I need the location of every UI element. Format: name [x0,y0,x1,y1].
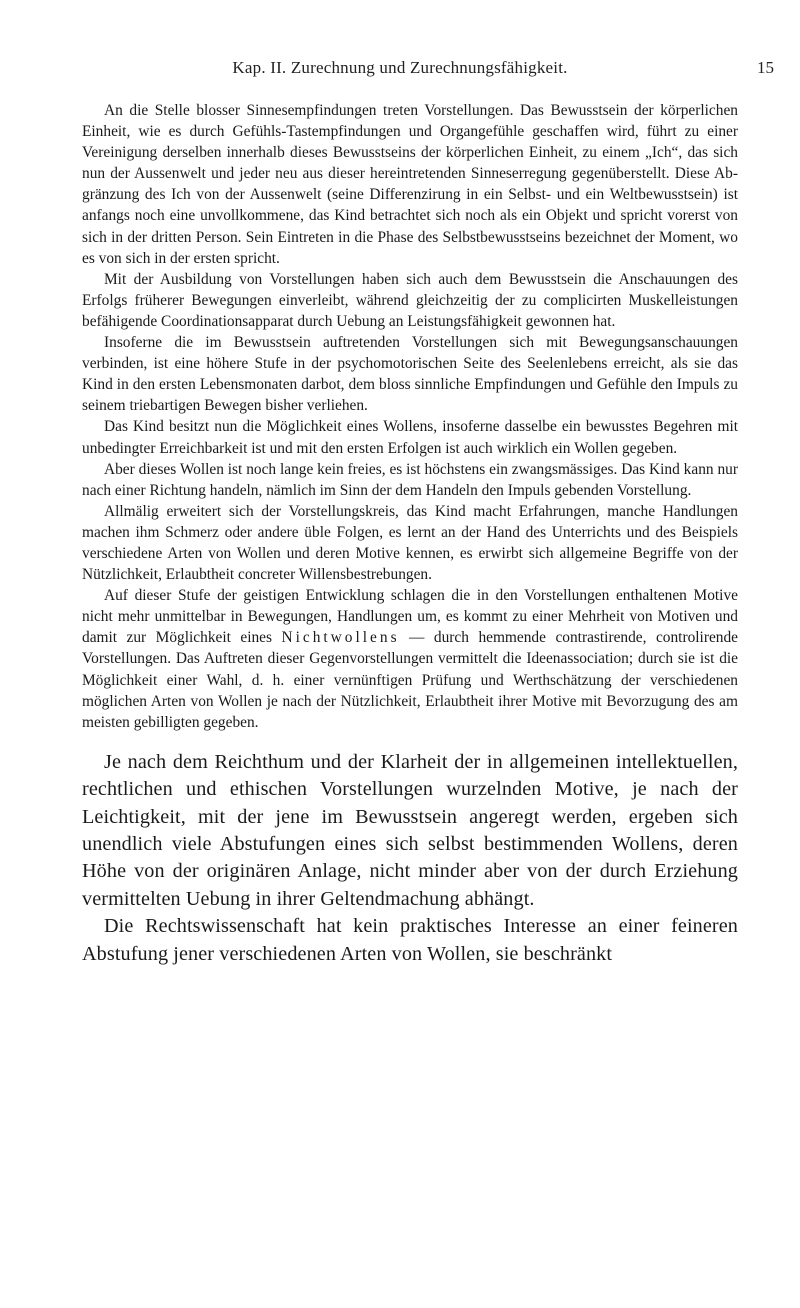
paragraph: Das Kind besitzt nun die Möglichkeit eines Wollens, insoferne dasselbe ein bewusstes Begehren mit unbedingter Erreichbarkeit ist und mit den ersten Erfolgen ist auch wirklich ein Wollen gegeben. [82,418,738,457]
paragraph: Aber dieses Wollen ist noch lange kein freies, es ist höchstens ein zwangsmässiges. Das Kind kann nur nach einer Richtung handeln, nämlich im Sinn der dem Handeln den Impuls gebenden Vorstellung. [82,460,738,499]
emphasized-word: Nichtwollens [281,629,400,647]
paragraph: Je nach dem Reichthum und der Klarheit der in allgemeinen intellektuellen, rechtlichen und ethischen Vorstellungen wurzelnden Motive, je nach der Leichtigkeit, mit der jene im Bewusstsein angeregt werden, ergeben sich unendlich viele Abstufungen eines sich selbst bestimmenden Wollens, deren Höhe von der originären Anlage, nicht minder aber von der durch Erziehung vermittelten Uebung in ihrer Geltendmachung abhängt. [82,750,738,910]
paragraph: Mit der Ausbildung von Vorstellungen haben sich auch dem Bewusstsein die Anschauungen des Erfolgs früherer Bewegungen einverleibt, während gleichzeitig der zu complicirten Muskelleistungen befähigende Coordinationsapparat durch Uebung an Leistungsfähigkeit gewonnen hat. [82,270,738,330]
running-head [0,58,800,82]
text-run: — durch hemmende contrastirende, controlirende Vorstellungen. Das Auftreten dieser Gegenvorstellungen vermittelt die Ideenassociation; durch sie ist die Möglichkeit einer Wahl, d. h. einer vernünftigen Prüfung und Werthschätzung der verschiedenen möglichen Arten von Wollen je nach der Nützlichkeit, Erlaubtheit ihrer Motive mit Bevorzugung des am meisten gebilligten gegeben. [82,629,738,731]
paragraph: Allmälig erweitert sich der Vorstellungskreis, das Kind macht Erfahrungen, manche Handlungen machen ihm Schmerz oder andere üble Folgen, es lernt an der Hand des Unterrichts und des Beispiels verschiedene Arten von Wollen und deren Motive kennen, es erwirbt sich allgemeine Begriffe von der Nützlichkeit, Erlaubtheit concreter Willensbestrebungen. [82,502,738,584]
paragraph: Die Rechtswissenschaft hat kein praktisches Interesse an einer feineren Abstufung jener verschiedenen Arten von Wollen, sie beschränkt [82,915,738,965]
paragraph: Insoferne die im Bewusstsein auftretenden Vorstellungen sich mit Bewegungsanschauungen verbinden, ist eine höhere Stufe in der psychomotorischen Seite des Seelenlebens erreicht, als sie das Kind in den ersten Lebensmonaten darbot, dem bloss sinnliche Empfindungen und Gefühle den Impuls zu seinem triebartigen Bewegen bisher verliehen. [82,334,738,415]
paragraph [82,585,738,733]
small-print-section [82,100,738,733]
chapter-title: Kap. II. Zurechnung und Zurechnungsfähigkeit. [232,58,568,77]
body-text [82,100,738,968]
page-number: 15 [757,58,774,77]
large-print-section [82,749,738,968]
text-run: Auf dieser Stufe der geistigen Entwicklung schlagen die in den Vorstellungen enthaltenen Motive nicht mehr unmittelbar in Bewegungen, Handlungen um, es kommt zu einer Mehrheit von Motiven und damit zur Möglichkeit eines [82,587,738,647]
paragraph: An die Stelle blosser Sinnesempfindungen treten Vorstellungen. Das Bewusstsein der körperlichen Einheit, wie es durch Gefühls-Tastempfindungen und Organgefühle geschaffen wird, führt zu einer Vereinigung derselben innerhalb dieses Bewusstseins der körperlichen Einheit, zu einem „Ich“, das sich nun der Aussenwelt und jeder neu aus dieser hereintretenden Sinneserregung gegenüberstellt. Diese Abgränzung des Ich von der Aussenwelt (seine Differenzirung in ein Selbst- und ein Weltbewusstsein) ist anfangs noch eine unvollkommene, das Kind betrachtet sich noch als ein Objekt und spricht vorerst von sich in der dritten Person. Sein Eintreten in die Phase des Selbstbewusstseins bezeichnet der Moment, wo es von sich in der ersten spricht. [82,102,738,267]
